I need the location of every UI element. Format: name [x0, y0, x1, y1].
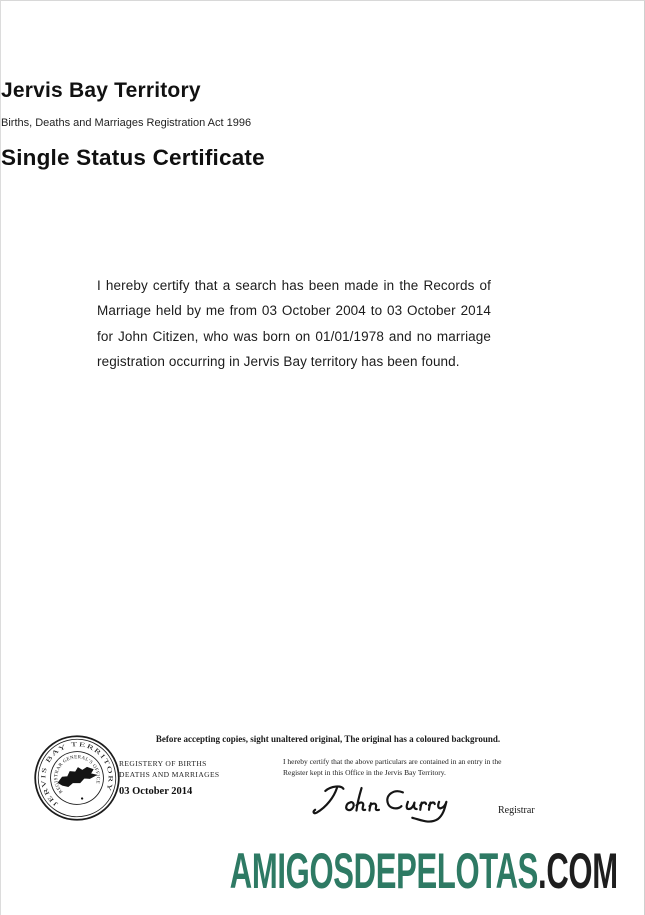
issue-date: 03 October 2014 [119, 786, 193, 797]
registry-line-2: DEATHS AND MARRIAGES [119, 770, 220, 779]
territory-title: Jervis Bay Territory [1, 79, 201, 102]
registry-label [119, 758, 220, 780]
site-watermark-text [230, 843, 618, 899]
certification-paragraph: I hereby certify that a search has been made in the Records of Marriage held by me from 03 October 2004 to 03 October 2014 for John Citizen, who was born on 01/01/1978 and no marriage registration occurring in Jervis Bay territory has been found. [97, 278, 491, 370]
site-watermark-name: AMIGOSDEPELOTAS [230, 843, 539, 899]
registrar-general-seal-icon [33, 733, 121, 823]
registrar-title-label: Registrar [498, 805, 535, 816]
registrar-signature-image [305, 782, 450, 824]
registry-line-1: REGISTERY OF BIRTHS [119, 759, 207, 768]
act-subtitle: Births, Deaths and Marriages Registration Act 1996 [1, 117, 252, 129]
seal-inner-text: REGISTRAR GENERAL'S OFFICE [54, 755, 100, 794]
registrar-certify-statement: I hereby certify that the above particulars are contained in an entry in the Register kept in this Office in the Jervis Bay Territory. [283, 757, 502, 777]
site-watermark-tld: .COM [538, 843, 618, 899]
seal-outer-text: JERVIS BAY TERRITORY [40, 741, 114, 808]
copy-notice: Before accepting copies, sight unaltered original, The original has a coloured background. [155, 734, 501, 744]
site-watermark [0, 843, 618, 899]
certificate-title: Single Status Certificate [1, 145, 265, 170]
